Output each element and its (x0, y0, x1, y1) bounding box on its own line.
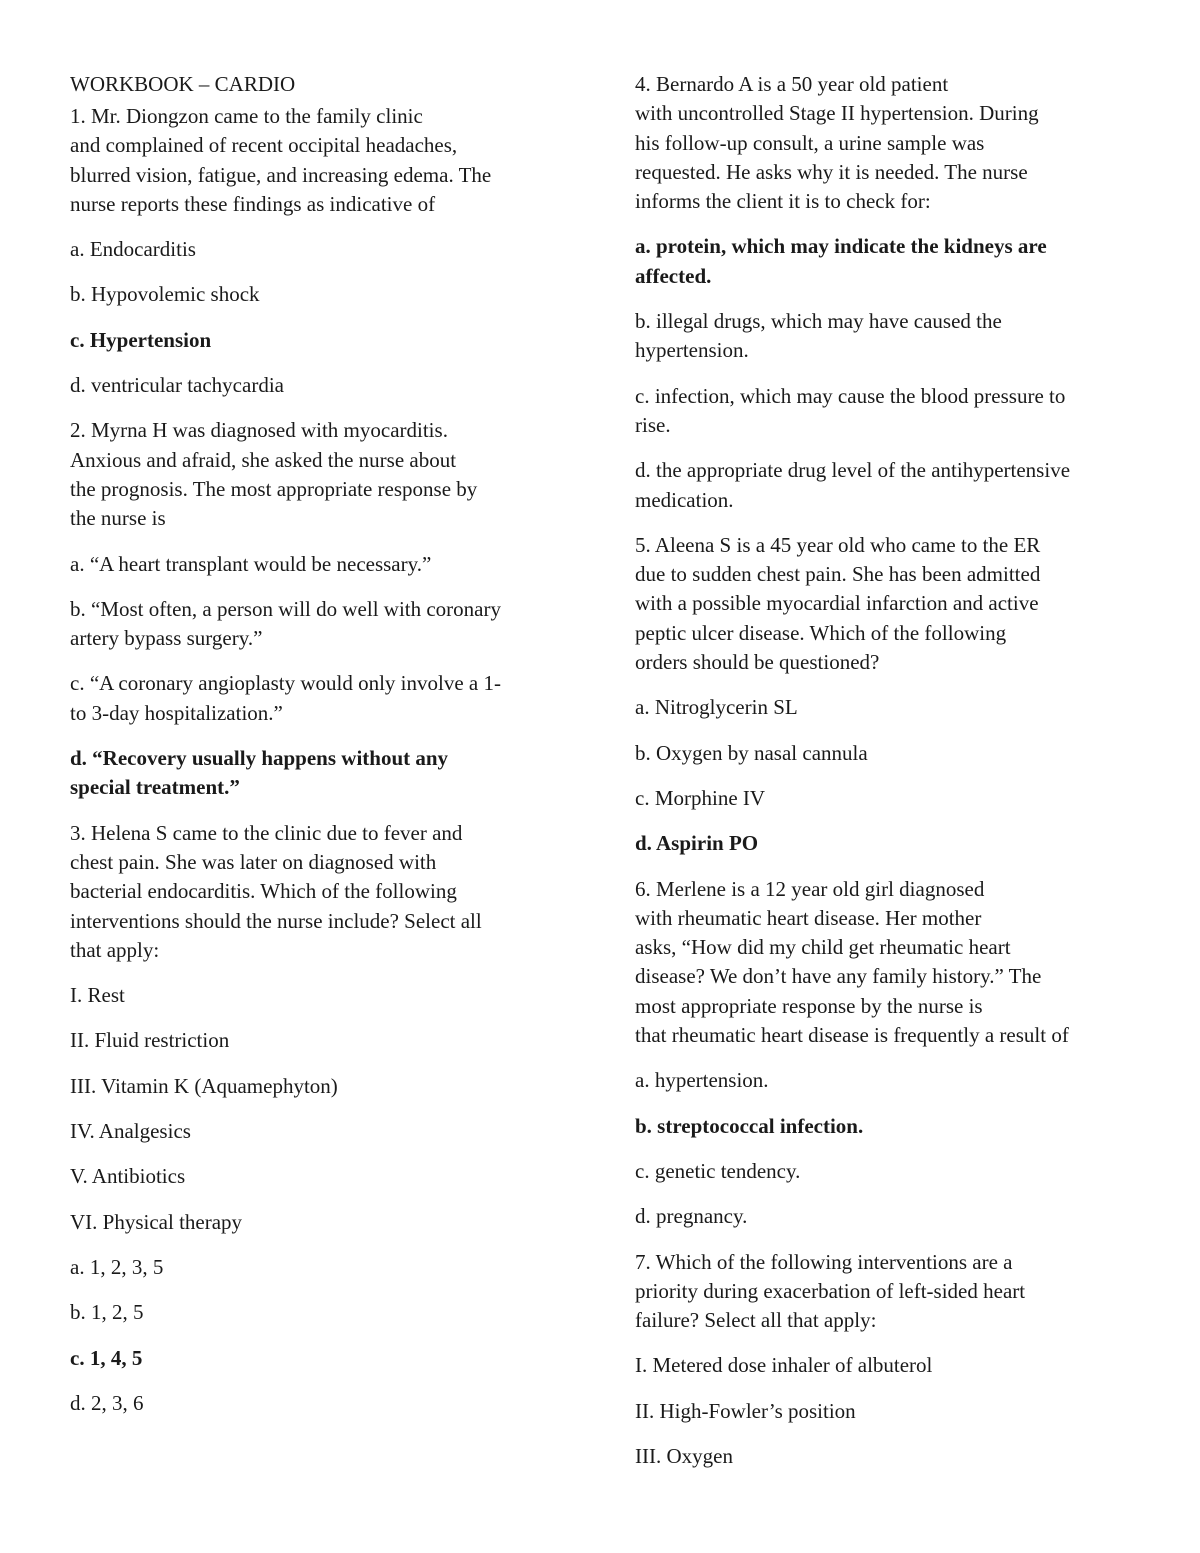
q1-option-c-answer: c. Hypertension (70, 327, 212, 352)
q3-option-a: a. 1, 2, 3, 5 (70, 1254, 164, 1279)
q2-option-a: a. “A heart transplant would be necessary.” (70, 551, 432, 576)
q1-stem: 1. Mr. Diongzon came to the family clinic and complained of recent occipital headaches, blurred vision, fatigue, and increasing edema. The nurse reports these findings as indicative of (70, 104, 492, 216)
q3-item-6: VI. Physical therapy (70, 1209, 243, 1234)
q7-item-1: I. Metered dose inhaler of albuterol (635, 1353, 933, 1378)
page-title: WORKBOOK – CARDIO (70, 72, 296, 96)
q3-item-1: I. Rest (70, 983, 125, 1008)
q6-option-b-answer: b. streptococcal infection. (635, 1113, 864, 1138)
q4-option-d: d. the appropriate drug level of the antihypertensive medication. (635, 458, 1071, 512)
left-column (70, 70, 570, 1434)
q5-stem: 5. Aleena S is a 45 year old who came to the ER due to sudden chest pain. She has been admitted with a possible myocardial infarction and active peptic ulcer disease. Which of the following orders should be questioned? (635, 532, 1041, 675)
q3-item-3: III. Vitamin K (Aquamephyton) (70, 1073, 338, 1098)
q7-stem: 7. Which of the following interventions are a priority during exacerbation of left-sided heart failure? Select all that apply: (635, 1249, 1026, 1333)
q2-option-c: c. “A coronary angioplasty would only involve a 1- to 3-day hospitalization.” (70, 671, 501, 725)
q3-stem: 3. Helena S came to the clinic due to fever and chest pain. She was later on diagnosed with bacterial endocarditis. Which of the following interventions should the nurse include? Select all that apply: (70, 820, 482, 962)
q1-option-d: d. ventricular tachycardia (70, 373, 284, 398)
q4-option-b: b. illegal drugs, which may have caused the hypertension. (635, 309, 1002, 363)
q4-option-c: c. infection, which may cause the blood pressure to rise. (635, 383, 1066, 437)
q3-item-5: V. Antibiotics (70, 1164, 186, 1189)
q5-option-c: c. Morphine IV (635, 785, 766, 810)
q5-option-b: b. Oxygen by nasal cannula (635, 740, 868, 765)
q2-stem: 2. Myrna H was diagnosed with myocarditis. Anxious and afraid, she asked the nurse about the prognosis. The most appropriate response by the nurse is (70, 418, 478, 531)
q3-item-4: IV. Analgesics (70, 1119, 191, 1144)
q1-option-a: a. Endocarditis (70, 237, 196, 262)
q4-stem: 4. Bernardo A is a 50 year old patient with uncontrolled Stage II hypertension. During his follow-up consult, a urine sample was requested. He asks why it is needed. The nurse informs the client it is to check for: (635, 72, 1039, 214)
q6-option-d: d. pregnancy. (635, 1204, 748, 1229)
q6-option-a: a. hypertension. (635, 1068, 769, 1093)
q6-option-c: c. genetic tendency. (635, 1158, 801, 1183)
q5-option-d-answer: d. Aspirin PO (635, 831, 759, 856)
q3-item-2: II. Fluid restriction (70, 1028, 230, 1053)
q3-option-c-answer: c. 1, 4, 5 (70, 1345, 143, 1370)
q2-option-b: b. “Most often, a person will do well with coronary artery bypass surgery.” (70, 596, 501, 651)
q1-option-b: b. Hypovolemic shock (70, 282, 260, 307)
q3-option-d: d. 2, 3, 6 (70, 1390, 144, 1415)
q7-item-3: III. Oxygen (635, 1443, 733, 1468)
q7-item-2: II. High-Fowler’s position (635, 1398, 856, 1423)
q6-stem: 6. Merlene is a 12 year old girl diagnosed with rheumatic heart disease. Her mother asks, “How did my child get rheumatic heart disease? We don’t have any family history.” The most appropriate response by the nurse is that rheumatic heart disease is frequently a result of (635, 876, 1069, 1048)
q2-option-d-answer: d. “Recovery usually happens without any special treatment.” (70, 746, 449, 800)
right-column (635, 70, 1135, 1487)
q4-option-a-answer: a. protein, which may indicate the kidneys are affected. (635, 234, 1047, 288)
q5-option-a: a. Nitroglycerin SL (635, 695, 798, 720)
q3-option-b: b. 1, 2, 5 (70, 1300, 144, 1325)
